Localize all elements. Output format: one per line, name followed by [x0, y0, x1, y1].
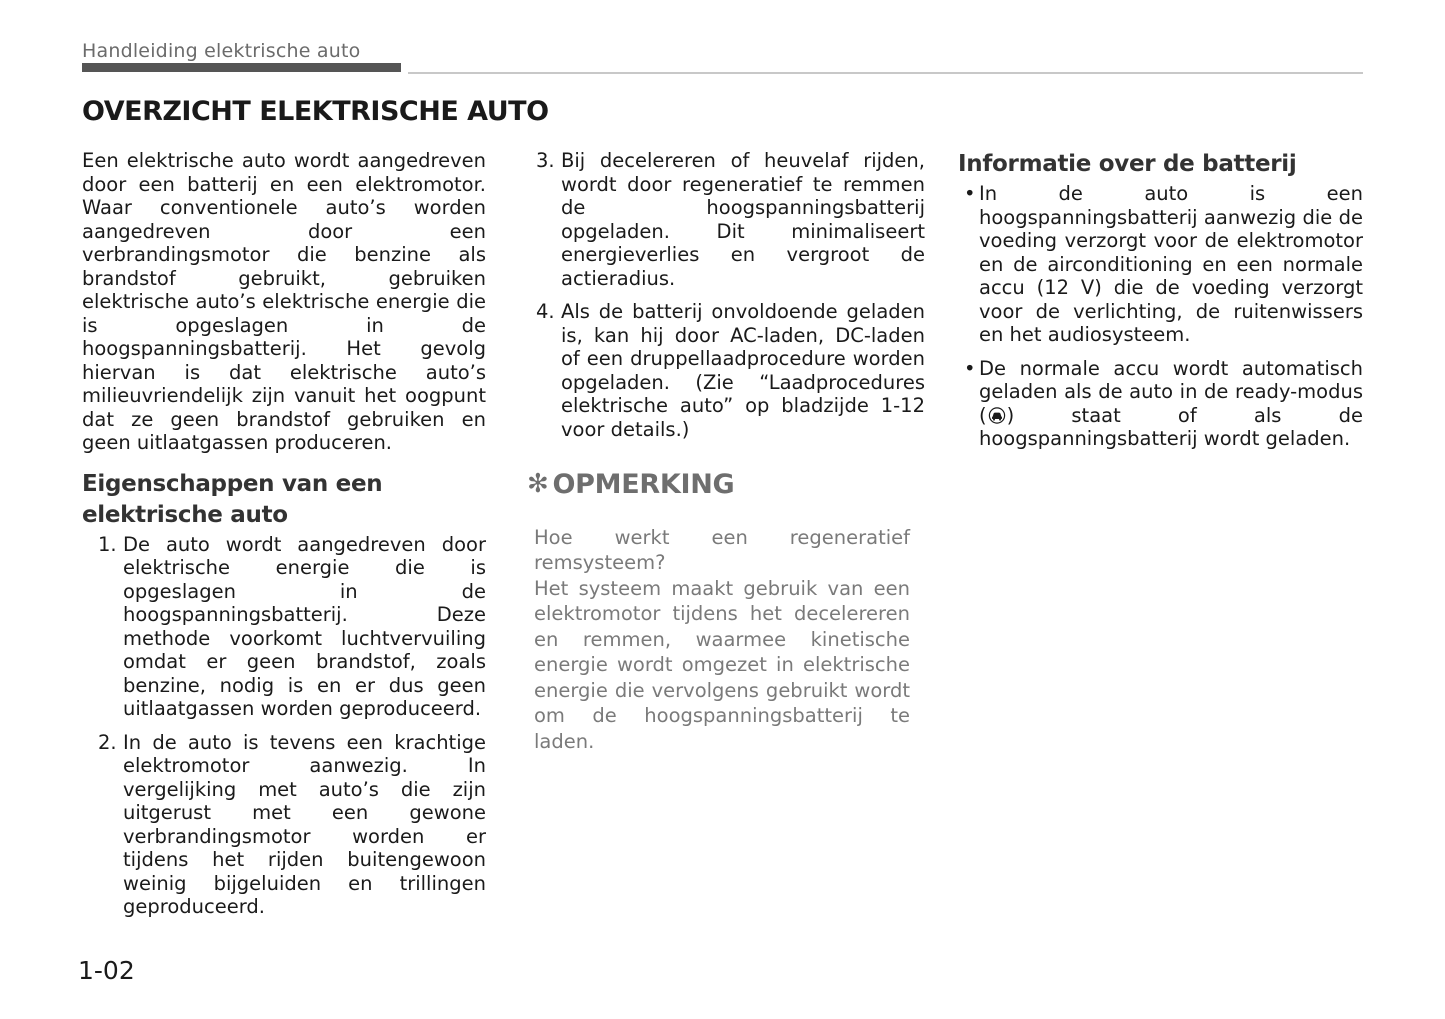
battery-heading: Informatie over de batterij: [958, 151, 1297, 177]
list-number: 3.: [536, 149, 555, 172]
running-header: Handleiding elektrische auto: [82, 40, 361, 62]
features-list-continued: [534, 149, 925, 441]
list-item-text: De auto wordt aangedreven door elektrische energie die is opgeslagen in de hoogspanningsbatterij. Deze methode voorkomt luchtvervuiling omdat er geen brandstof, zoals benzine, nodig is en er dus geen uitlaatgassen worden geproduceerd.: [123, 532, 486, 720]
list-item: [82, 731, 486, 919]
list-item-text-end: ) staat of als de hoogspanningsbatterij wordt geladen.: [979, 403, 1363, 450]
asterisk-icon: ✻: [527, 469, 549, 499]
features-heading: Eigenschappen van een elektrische auto: [82, 470, 383, 528]
bullet-icon: •: [964, 356, 976, 380]
list-item-text: Als de batterij onvoldoende geladen is, kan hij door AC-laden, DC-laden of een druppellaadprocedure worden opgeladen. (Zie “Laadprocedures elektrische auto” op bladzijde 1-12 voor details.): [561, 300, 925, 441]
list-item: [958, 182, 1363, 347]
header-rule: [408, 72, 1363, 74]
column-left: [82, 149, 486, 929]
list-item-text: De normale accu wordt automatisch geladen als de auto in de ready-modus (: [979, 356, 1363, 427]
page-number: 1-02: [78, 956, 135, 985]
list-item-text: In de auto is tevens een krachtige elektromotor aanwezig. In vergelijking met auto’s die zijn uitgerust met een gewone verbrandingsmotor worden er tijdens het rijden buitengewoon weinig bijgeluiden en trillingen geproduceerd.: [123, 730, 486, 918]
list-item: [958, 357, 1363, 451]
ready-car-icon: [988, 406, 1006, 423]
note-answer: Het systeem maakt gebruik van een elektromotor tijdens het decelereren en remmen, waarmee kinetische energie wordt omgezet in elektrische energie die vervolgens gebruikt wordt om de hoogspanningsbatterij te laden.: [534, 576, 910, 753]
intro-paragraph: Een elektrische auto wordt aangedreven door een batterij en een elektromotor. Waar conventionele auto’s worden aangedreven door een verbrandingsmotor die benzine als brandstof gebruikt, gebruiken elektrische auto’s elektrische energie die is opgeslagen in de hoogspanningsbatterij. Het gevolg hiervan is dat elektrische auto’s milieuvriendelijk zijn vanuit het oogpunt dat ze geen brandstof gebruiken en geen uitlaatgassen produceren.: [82, 149, 486, 454]
features-list: [82, 533, 486, 919]
bullet-icon: •: [964, 182, 976, 205]
list-number: 1.: [98, 532, 117, 556]
note-heading: [527, 469, 925, 500]
note-title: OPMERKING: [552, 469, 735, 500]
list-item: [82, 533, 486, 721]
list-number: 4.: [536, 300, 555, 323]
note-body: [534, 525, 910, 755]
column-middle: [527, 149, 925, 754]
column-right: [958, 149, 1363, 461]
list-item-text: In de auto is een hoogspanningsbatterij aanwezig die de voeding verzorgt voor de elektromotor en de airconditioning en een normale accu (12 V) die de voeding verzorgt voor de verlichting, de ruitenwissers en het audiosysteem.: [979, 182, 1363, 346]
note-question: Hoe werkt een regeneratief remsysteem?: [534, 525, 910, 574]
list-number: 2.: [98, 730, 117, 754]
page-title: OVERZICHT ELEKTRISCHE AUTO: [82, 96, 549, 127]
battery-list: [958, 182, 1363, 451]
header-bar: [82, 63, 401, 72]
list-item: [534, 300, 925, 441]
list-item: [534, 149, 925, 290]
list-item-text: Bij decelereren of heuvelaf rijden, wordt door regeneratief te remmen de hoogspanningsbatterij opgeladen. Dit minimaliseert energieverlies en vergroot de actieradius.: [561, 149, 925, 290]
